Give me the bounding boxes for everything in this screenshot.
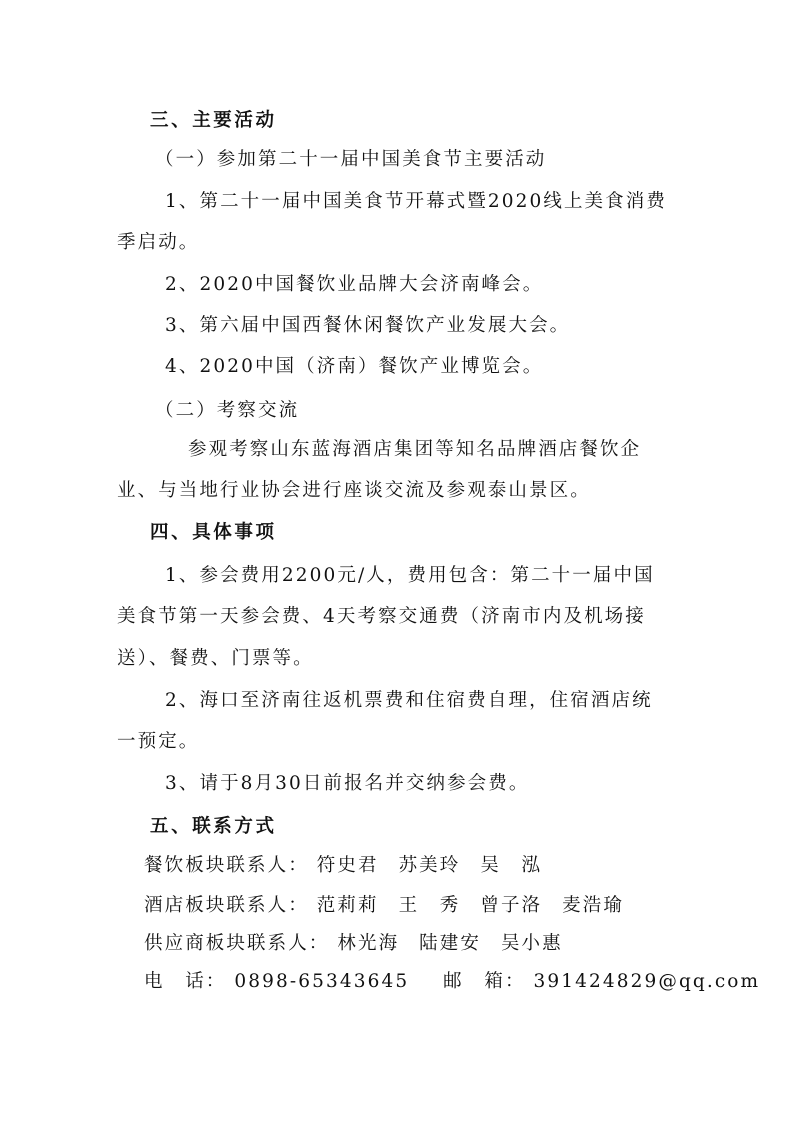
email-address: 391424829@qq.com	[533, 971, 761, 992]
exchange-paragraph-line-2: 业、与当地行业协会进行座谈交流及参观泰山景区。	[117, 480, 591, 501]
subsection-1-title: （一）参加第二十一届中国美食节主要活动	[155, 149, 547, 170]
matter-item-1-line-1: 1、参会费用2200元/人，费用包含：第二十一届中国	[165, 565, 655, 586]
contact-name: 苏美玲	[398, 855, 461, 876]
phone-number: 0898-65343645	[234, 971, 410, 992]
contact-name: 曾子洛	[480, 895, 543, 916]
contact-catering	[144, 851, 542, 881]
activity-item-1-line-1: 1、第二十一届中国美食节开幕式暨2020线上美食消费	[165, 191, 667, 212]
exchange-paragraph-line-1: 参观考察山东蓝海酒店集团等知名品牌酒店餐饮企	[188, 439, 642, 460]
matter-item-2-line-2: 一预定。	[117, 731, 200, 752]
section-5-heading: 五、联系方式	[150, 816, 277, 837]
matter-item-1-line-3: 送）、餐费、门票等。	[117, 648, 314, 669]
contact-name: 范莉莉	[316, 895, 379, 916]
contact-catering-label: 餐饮板块联系人：	[144, 855, 309, 876]
subsection-2-title: （二）考察交流	[155, 400, 300, 421]
contact-name: 麦浩瑜	[562, 895, 624, 916]
email-label: 邮 箱：	[443, 971, 526, 992]
phone-label: 电 话：	[144, 971, 227, 992]
section-3-heading: 三、主要活动	[150, 110, 277, 131]
contact-supplier-label: 供应商板块联系人：	[144, 933, 330, 954]
contact-name: 吴小惠	[500, 933, 563, 954]
contact-hotel-label: 酒店板块联系人：	[144, 895, 309, 916]
contact-name: 吴 泓	[480, 855, 543, 876]
activity-item-2: 2、2020中国餐饮业品牌大会济南峰会。	[165, 274, 544, 295]
contact-phone-email	[144, 967, 760, 997]
section-4-heading: 四、具体事项	[150, 522, 277, 543]
contact-name: 符史君	[316, 855, 379, 876]
contact-name: 林光海	[337, 933, 400, 954]
activity-item-3: 3、第六届中国西餐休闲餐饮产业发展大会。	[165, 315, 571, 336]
contact-name: 陆建安	[419, 933, 481, 954]
matter-item-1-line-2: 美食节第一天参会费、4天考察交通费（济南市内及机场接	[117, 606, 646, 627]
matter-item-2-line-1: 2、海口至济南往返机票费和住宿费自理，住宿酒店统	[165, 690, 653, 711]
activity-item-4: 4、2020中国（济南）餐饮产业博览会。	[165, 356, 544, 377]
contact-supplier	[144, 929, 563, 959]
contact-hotel	[144, 891, 624, 921]
activity-item-1-line-2: 季启动。	[117, 232, 200, 253]
matter-item-3: 3、请于8月30日前报名并交纳参会费。	[165, 773, 530, 794]
contact-name: 王 秀	[398, 895, 461, 916]
